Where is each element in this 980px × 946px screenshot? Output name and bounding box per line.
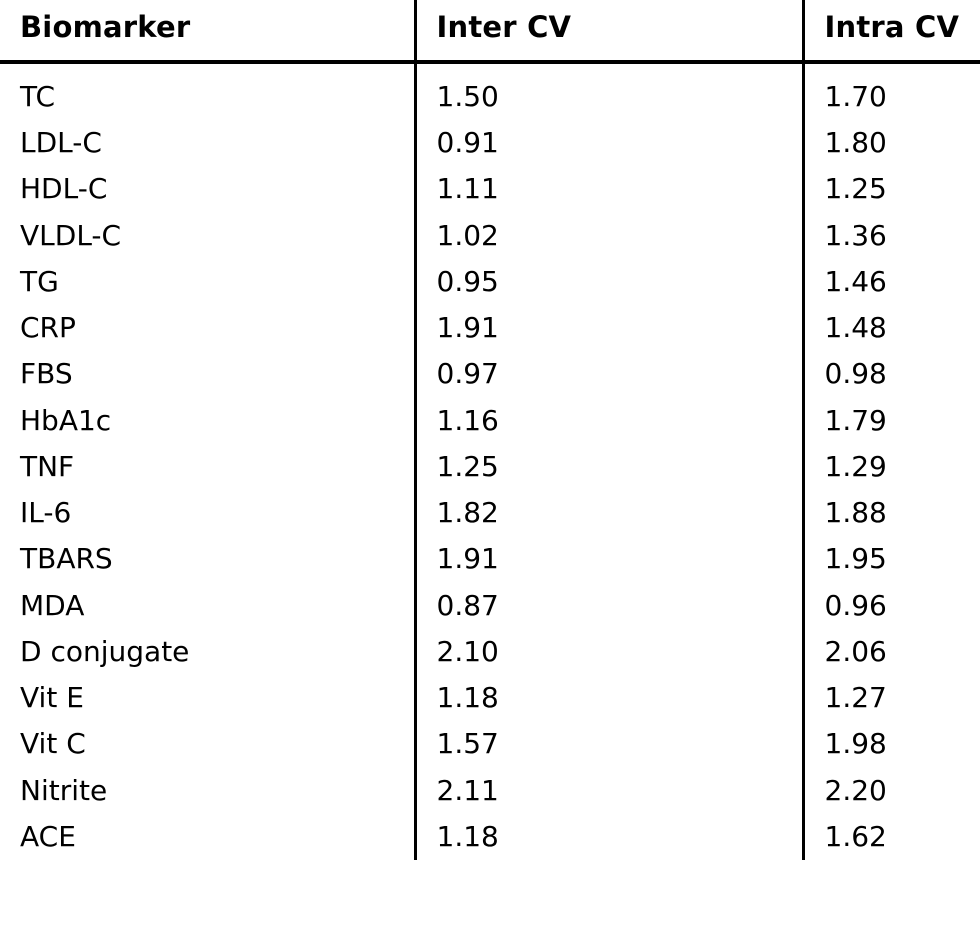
cell-inter-cv: 0.95 [415,259,803,305]
cell-intra-cv: 1.70 [803,62,980,120]
cell-biomarker: Vit C [20,727,86,761]
cell-biomarker: HbA1c [20,403,112,437]
cell-biomarker: Nitrite [20,773,108,807]
cell-intra-cv: 1.25 [803,166,980,212]
cell-biomarker: TG [20,264,59,298]
table-row [0,629,980,675]
cell-intra-cv: 1.36 [803,213,980,259]
cell-inter-cv: 0.97 [415,351,803,397]
cell-biomarker: LDL-C [20,126,102,160]
cell-intra-cv: 1.98 [803,721,980,767]
column-header-inter-cv: Inter CV [415,0,803,62]
cell-intra-cv: 1.29 [803,444,980,490]
cell-intra-cv: 1.48 [803,305,980,351]
table-row [0,259,980,305]
cell-inter-cv: 1.91 [415,536,803,582]
table-row [0,444,980,490]
table-row [0,490,980,536]
cell-inter-cv: 0.87 [415,583,803,629]
cell-intra-cv: 1.27 [803,675,980,721]
cell-biomarker: FBS [20,357,73,391]
cell-biomarker: TNF [20,449,75,483]
cell-intra-cv: 1.88 [803,490,980,536]
cell-inter-cv: 1.11 [415,166,803,212]
cell-biomarker: HDL-C [20,172,108,206]
cell-inter-cv: 1.16 [415,398,803,444]
cell-inter-cv: 1.91 [415,305,803,351]
table-body [0,62,980,860]
table-row [0,814,980,860]
table-header-row [0,0,980,62]
column-header-biomarker: Biomarker [20,10,191,44]
cell-intra-cv: 1.95 [803,536,980,582]
cell-biomarker: Vit E [20,681,84,715]
cell-inter-cv: 1.18 [415,675,803,721]
table-row [0,536,980,582]
cell-biomarker: MDA [20,588,85,622]
cell-biomarker: TBARS [20,542,113,576]
table-row [0,398,980,444]
table-row [0,583,980,629]
table-row [0,768,980,814]
cell-intra-cv: 1.46 [803,259,980,305]
cell-inter-cv: 0.91 [415,120,803,166]
table-row [0,213,980,259]
table-row [0,120,980,166]
cell-intra-cv: 1.79 [803,398,980,444]
cell-biomarker: IL-6 [20,496,72,530]
cell-biomarker: ACE [20,819,76,853]
table-row [0,305,980,351]
cell-biomarker: VLDL-C [20,218,122,252]
table-row [0,675,980,721]
cell-inter-cv: 1.57 [415,721,803,767]
table-header [0,0,980,62]
cell-intra-cv: 2.06 [803,629,980,675]
table-row [0,62,980,120]
cell-inter-cv: 2.11 [415,768,803,814]
cell-biomarker: D conjugate [20,634,190,668]
cell-intra-cv: 1.62 [803,814,980,860]
cell-intra-cv: 0.96 [803,583,980,629]
cell-intra-cv: 1.80 [803,120,980,166]
cell-intra-cv: 2.20 [803,768,980,814]
cell-biomarker: TC [20,80,56,113]
cell-inter-cv: 1.82 [415,490,803,536]
cell-intra-cv: 0.98 [803,351,980,397]
cell-inter-cv: 1.18 [415,814,803,860]
cell-biomarker: CRP [20,311,76,345]
table-row [0,351,980,397]
table-row [0,166,980,212]
table-row [0,721,980,767]
cell-inter-cv: 1.50 [415,62,803,120]
cell-inter-cv: 1.25 [415,444,803,490]
column-header-intra-cv: Intra CV [803,0,980,62]
cell-inter-cv: 2.10 [415,629,803,675]
cell-inter-cv: 1.02 [415,213,803,259]
